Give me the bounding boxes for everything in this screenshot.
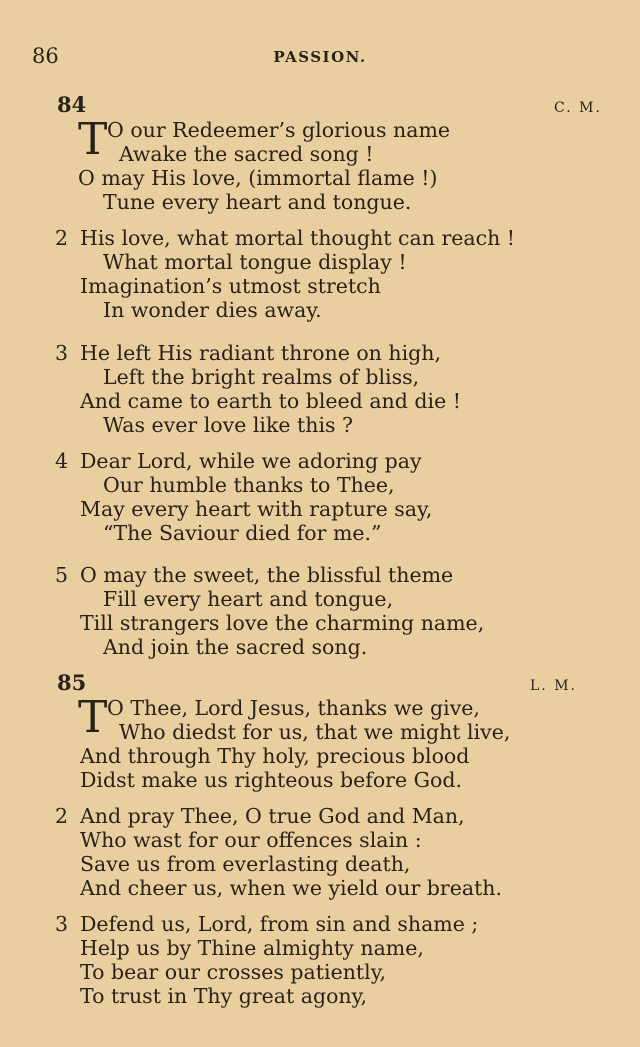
stanza-line: Save us from everlasting death, xyxy=(80,852,411,876)
stanza-line: Who diedst for us, that we might live, xyxy=(119,720,511,744)
stanza-line: Awake the sacred song ! xyxy=(119,142,374,166)
stanza-line: His love, what mortal thought can reach ! xyxy=(80,226,516,250)
stanza-number: 5 xyxy=(55,563,69,587)
stanza-line: Tune every heart and tongue. xyxy=(103,190,412,214)
stanza-line: Didst make us righteous before God. xyxy=(80,768,462,792)
stanza-line: Left the bright realms of bliss, xyxy=(103,365,420,389)
stanza-line: And join the sacred song. xyxy=(103,635,368,659)
stanza-line: Imagination’s utmost stretch xyxy=(80,274,381,298)
stanza-line: Was ever love like this ? xyxy=(103,413,354,437)
stanza-line: Help us by Thine almighty name, xyxy=(80,936,424,960)
stanza-line: Fill every heart and tongue, xyxy=(103,587,394,611)
stanza-line: Our humble thanks to Thee, xyxy=(103,473,395,497)
hymn-84-dropcap: T xyxy=(78,114,108,165)
hymn-84-number: 84 xyxy=(57,92,87,117)
stanza-number: 2 xyxy=(55,226,69,250)
hymn-84-meter: C. M. xyxy=(554,100,602,116)
stanza-line: Defend us, Lord, from sin and shame ; xyxy=(80,912,479,936)
stanza-line: To trust in Thy great agony, xyxy=(80,984,367,1008)
stanza-line: To bear our crosses patiently, xyxy=(80,960,387,984)
stanza-number: 4 xyxy=(55,449,69,473)
stanza-line: “The Saviour died for me.” xyxy=(103,521,382,545)
stanza-number: 3 xyxy=(55,912,69,936)
stanza-line: May every heart with rapture say, xyxy=(80,497,433,521)
hymn-85-number: 85 xyxy=(57,670,87,695)
stanza-line: Who wast for our offences slain : xyxy=(80,828,422,852)
stanza-line: O may the sweet, the blissful theme xyxy=(80,563,454,587)
stanza-line: And cheer us, when we yield our breath. xyxy=(80,876,503,900)
stanza-line: And pray Thee, O true God and Man, xyxy=(80,804,465,828)
hymn-85-meter: L. M. xyxy=(530,678,577,694)
stanza-line: O may His love, (immortal flame !) xyxy=(78,166,438,190)
stanza-line: In wonder dies away. xyxy=(103,298,322,322)
stanza-line: O Thee, Lord Jesus, thanks we give, xyxy=(107,696,480,720)
stanza-line: Till strangers love the charming name, xyxy=(80,611,485,635)
hymn-85-dropcap: T xyxy=(78,692,108,743)
running-head: PASSION. xyxy=(273,48,367,66)
stanza-line: And came to earth to bleed and die ! xyxy=(80,389,461,413)
stanza-line: He left His radiant throne on high, xyxy=(80,341,442,365)
stanza-number: 2 xyxy=(55,804,69,828)
stanza-line: Dear Lord, while we adoring pay xyxy=(80,449,422,473)
stanza-number: 3 xyxy=(55,341,69,365)
stanza-line: O our Redeemer’s glorious name xyxy=(107,118,451,142)
stanza-line: What mortal tongue display ! xyxy=(103,250,407,274)
stanza-line: And through Thy holy, precious blood xyxy=(80,744,470,768)
page-number: 86 xyxy=(32,44,59,68)
